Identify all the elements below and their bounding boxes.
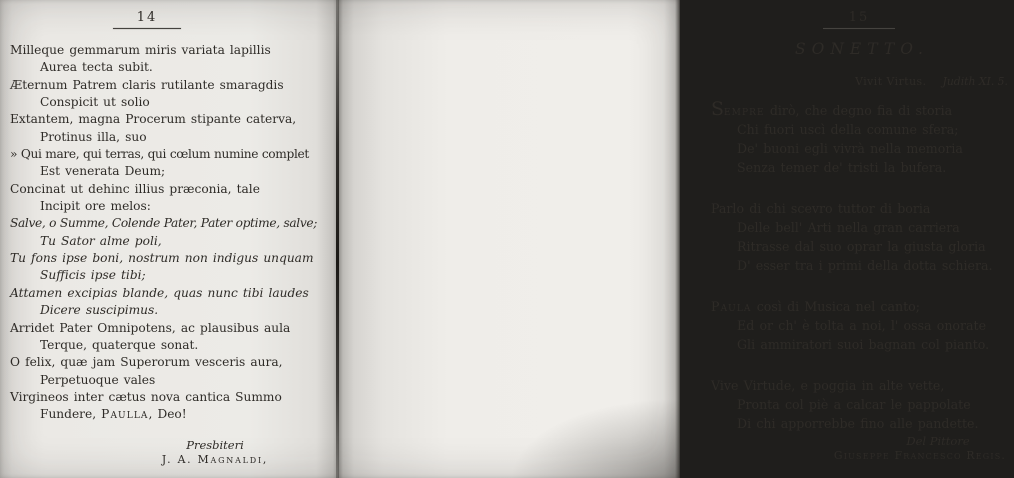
latin-poem <box>10 42 336 424</box>
line-text: Incipit ore melos: <box>40 199 151 214</box>
line-text: Æternum Patrem claris rutilante smaragdis <box>10 77 284 92</box>
stanza-2 <box>711 199 1011 275</box>
line-text: dirò, che degno fia di storia <box>764 103 953 118</box>
line-text: Di chi apporrebbe fino alle pandette. <box>737 416 979 431</box>
line-text: Conspicit ut solio <box>40 95 150 110</box>
epigraph <box>758 75 1008 88</box>
line-text: Aurea tecta subit. <box>40 60 153 75</box>
line-text: Terque, quaterque sonat. <box>40 337 199 352</box>
line-text: Perpetuoque vales <box>40 372 156 387</box>
line-text: Milleque gemmarum miris variata lapillis <box>10 43 271 57</box>
line-text: Ed or ch' è tolta a noi, l' ossa onorate <box>737 318 987 333</box>
line-text: Virgineos inter cætus nova cantica Summo <box>10 389 282 404</box>
poem-line <box>711 199 1011 218</box>
poem-line <box>711 100 1011 120</box>
poem-line <box>10 406 336 423</box>
epigraph-reference: Judith XI. 5. <box>942 75 1008 88</box>
stanza-3 <box>711 297 1011 354</box>
line-text: D' esser tra i primi della dotta schiera. <box>737 258 993 273</box>
drop-initial: S <box>711 98 724 120</box>
line-text: Sufficis ipse tibi; <box>40 268 146 283</box>
poem-line <box>711 120 1011 139</box>
small-caps-text: empre <box>723 103 765 118</box>
poem-line <box>711 158 1011 177</box>
line-text: così di Musica nel canto; <box>751 299 920 314</box>
poem-line <box>10 129 336 146</box>
line-text: , Deo! <box>148 407 187 422</box>
poem-line <box>711 297 1011 316</box>
stanza-4 <box>711 376 1011 433</box>
line-text: Pronta col piè a calcar le pappolate <box>737 397 971 412</box>
right-page <box>338 0 1008 478</box>
right-page-header <box>823 10 895 29</box>
poem-line <box>711 139 1011 158</box>
poem-line <box>10 111 336 128</box>
line-text: Arridet Pater Omnipotens, ac plausibus aula <box>10 320 291 335</box>
line-text: Tu Sator alme poli, <box>40 233 162 248</box>
poem-line <box>10 267 336 284</box>
page-number: 14 <box>136 10 158 25</box>
poem-line <box>10 146 336 163</box>
line-text: Protinus illa, suo <box>40 129 147 144</box>
line-text: » Qui mare, qui terras, qui cœlum numine complet <box>10 147 309 162</box>
line-text: Senza temer de' tristi la bufera. <box>737 160 947 175</box>
poem-line <box>10 389 336 406</box>
poem-line <box>711 376 1011 395</box>
line-text: Concinat ut dehinc illius præconia, tale <box>10 181 260 196</box>
small-caps-name: Paula <box>711 299 752 314</box>
signature-role: Presbiteri <box>186 438 244 452</box>
poem-line <box>10 215 336 232</box>
poem-line <box>10 250 336 267</box>
signature-name: J. A. Magnaldi, <box>161 453 269 466</box>
line-text: Vive Virtude, e poggia in alte vette, <box>711 378 945 393</box>
line-text: Attamen excipias blande, quas nunc tibi laudes <box>10 285 309 300</box>
signature-name: Giuseppe Francesco Regis. <box>833 449 1007 462</box>
poem-line <box>10 285 336 302</box>
left-page-header <box>112 10 182 29</box>
poem-line <box>711 395 1011 414</box>
line-text: Extantem, magna Procerum stipante caterva, <box>10 112 297 127</box>
line-text: Fundere, <box>40 407 102 422</box>
line-text: Dicere suscipimus. <box>40 303 159 318</box>
poem-line <box>711 414 1011 433</box>
line-text: Chi fuori uscì della comune sfera; <box>737 122 959 137</box>
small-caps-name: Paulla <box>101 407 149 422</box>
line-text: Parlo di chi scevro tuttor di boria <box>711 201 931 216</box>
sonnet-poem <box>711 100 1011 455</box>
poem-line <box>10 320 336 337</box>
line-text: Ritrasse dal suo oprar la giusta gloria <box>737 239 986 254</box>
poem-line <box>711 218 1011 237</box>
poem-line <box>711 316 1011 335</box>
poem-line <box>10 59 336 76</box>
poem-line <box>10 372 336 389</box>
sonnet-title: SONETTO. <box>795 40 929 58</box>
poem-line <box>10 233 336 250</box>
poem-line <box>10 181 336 198</box>
line-text: Tu fons ipse boni, nostrum non indigus unquam <box>10 251 314 266</box>
header-rule <box>113 28 181 29</box>
poem-line <box>711 335 1011 354</box>
stanza-1 <box>711 100 1011 177</box>
poem-line <box>10 198 336 215</box>
line-text: De' buoni egli vivrà nella memoria <box>737 141 963 156</box>
poem-line <box>10 163 336 180</box>
poem-line <box>10 354 336 371</box>
poem-line <box>10 302 336 319</box>
signature-role: Del Pittore <box>906 434 970 448</box>
poem-line <box>10 337 336 354</box>
poem-line <box>10 94 336 111</box>
page-number: 15 <box>848 10 870 25</box>
line-text: Salve, o Summe, Colende Pater, Pater optime, salve; <box>10 216 317 231</box>
line-text: Est venerata Deum; <box>40 164 166 179</box>
line-text: Gli ammiratori suoi bagnan col pianto. <box>737 337 990 352</box>
epigraph-motto: Vivit Virtus. <box>855 75 927 88</box>
poem-line <box>10 77 336 94</box>
line-text: O felix, quæ jam Superorum vesceris aura, <box>10 355 283 370</box>
left-page <box>0 0 338 478</box>
poem-line <box>711 237 1011 256</box>
header-rule <box>823 28 895 29</box>
poem-line <box>711 256 1011 275</box>
line-text: Delle bell' Arti nella gran carriera <box>737 220 960 235</box>
poem-line <box>10 42 336 59</box>
